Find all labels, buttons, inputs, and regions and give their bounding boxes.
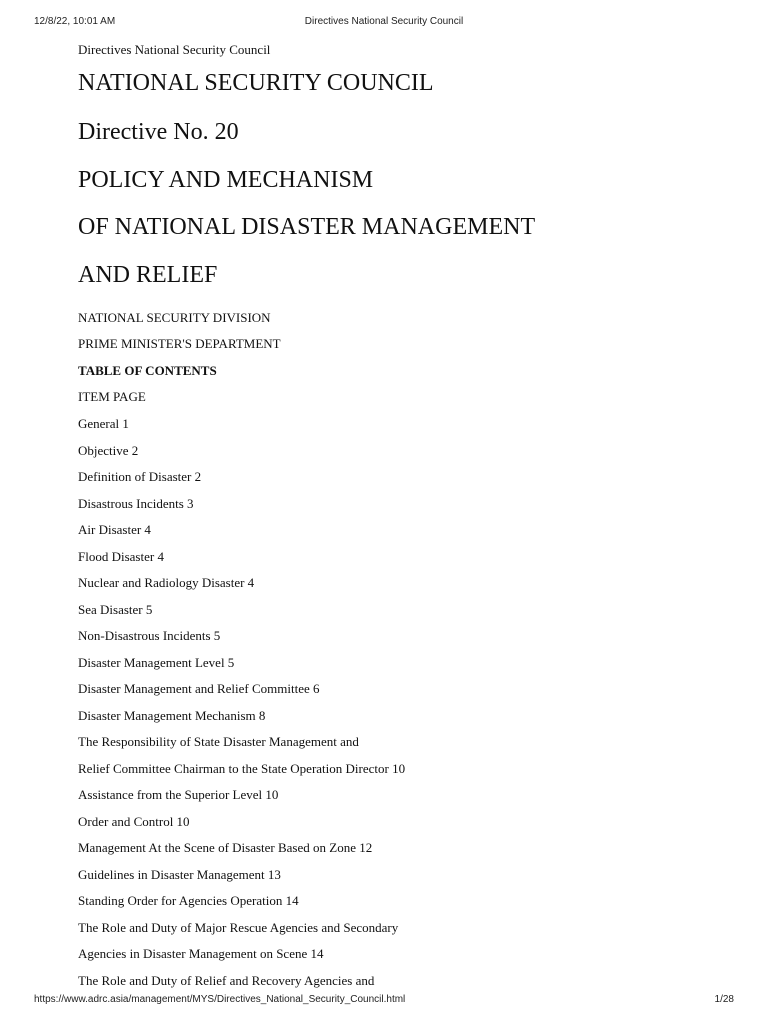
toc-entry: Standing Order for Agencies Operation 14 xyxy=(78,893,299,908)
heading-policy-line-2: OF NATIONAL DISASTER MANAGEMENT xyxy=(78,214,536,240)
toc-entry: Definition of Disaster 2 xyxy=(78,469,202,484)
toc-entry: Disaster Management Mechanism 8 xyxy=(78,707,266,723)
toc-entry: Non-Disastrous Incidents 5 xyxy=(78,628,221,643)
toc-column-header: ITEM PAGE xyxy=(78,389,146,404)
toc-entry: Order and Control 10 xyxy=(78,813,190,829)
print-header-title: Directives National Security Council xyxy=(304,16,464,27)
toc-title: TABLE OF CONTENTS xyxy=(78,363,217,378)
toc-entry: Objective 2 xyxy=(78,442,139,458)
toc-entry: The Role and Duty of Major Rescue Agencies and Secondary xyxy=(78,919,399,935)
toc-entry: Air Disaster 4 xyxy=(78,522,151,537)
toc-entry: General 1 xyxy=(78,416,129,431)
division-name: NATIONAL SECURITY DIVISION xyxy=(78,310,271,325)
toc-entry: Disastrous Incidents 3 xyxy=(78,495,194,511)
site-title: Directives National Security Council xyxy=(78,42,271,57)
print-url: https://www.adrc.asia/management/MYS/Directives_National_Security_Council.html xyxy=(34,994,406,1005)
toc-entry: Agencies in Disaster Management on Scene 14 xyxy=(78,946,324,961)
toc-entry: Nuclear and Radiology Disaster 4 xyxy=(78,575,255,590)
print-header xyxy=(0,16,768,30)
department-name: PRIME MINISTER'S DEPARTMENT xyxy=(78,336,281,351)
toc-entry: Assistance from the Superior Level 10 xyxy=(78,787,279,802)
toc-entry: The Role and Duty of Relief and Recovery Agencies and xyxy=(78,972,375,988)
heading-policy-line-1: POLICY AND MECHANISM xyxy=(78,167,374,193)
toc-entry: Guidelines in Disaster Management 13 xyxy=(78,866,281,882)
toc-entry: Disaster Management Level 5 xyxy=(78,654,235,670)
print-datetime: 12/8/22, 10:01 AM xyxy=(34,16,116,27)
print-page-number: 1/28 xyxy=(714,994,734,1005)
toc-entry: Flood Disaster 4 xyxy=(78,548,164,564)
toc-entry: The Responsibility of State Disaster Management and xyxy=(78,734,359,749)
toc-entry: Sea Disaster 5 xyxy=(78,601,153,617)
toc-entry: Disaster Management and Relief Committee 6 xyxy=(78,681,320,696)
toc-entry: Management At the Scene of Disaster Based on Zone 12 xyxy=(78,840,373,855)
heading-policy-line-3: AND RELIEF xyxy=(78,262,218,288)
heading-directive-number: Directive No. 20 xyxy=(78,119,239,145)
heading-council: NATIONAL SECURITY COUNCIL xyxy=(78,70,434,96)
print-footer xyxy=(0,994,768,1008)
toc-entry: Relief Committee Chairman to the State Operation Director 10 xyxy=(78,760,406,776)
